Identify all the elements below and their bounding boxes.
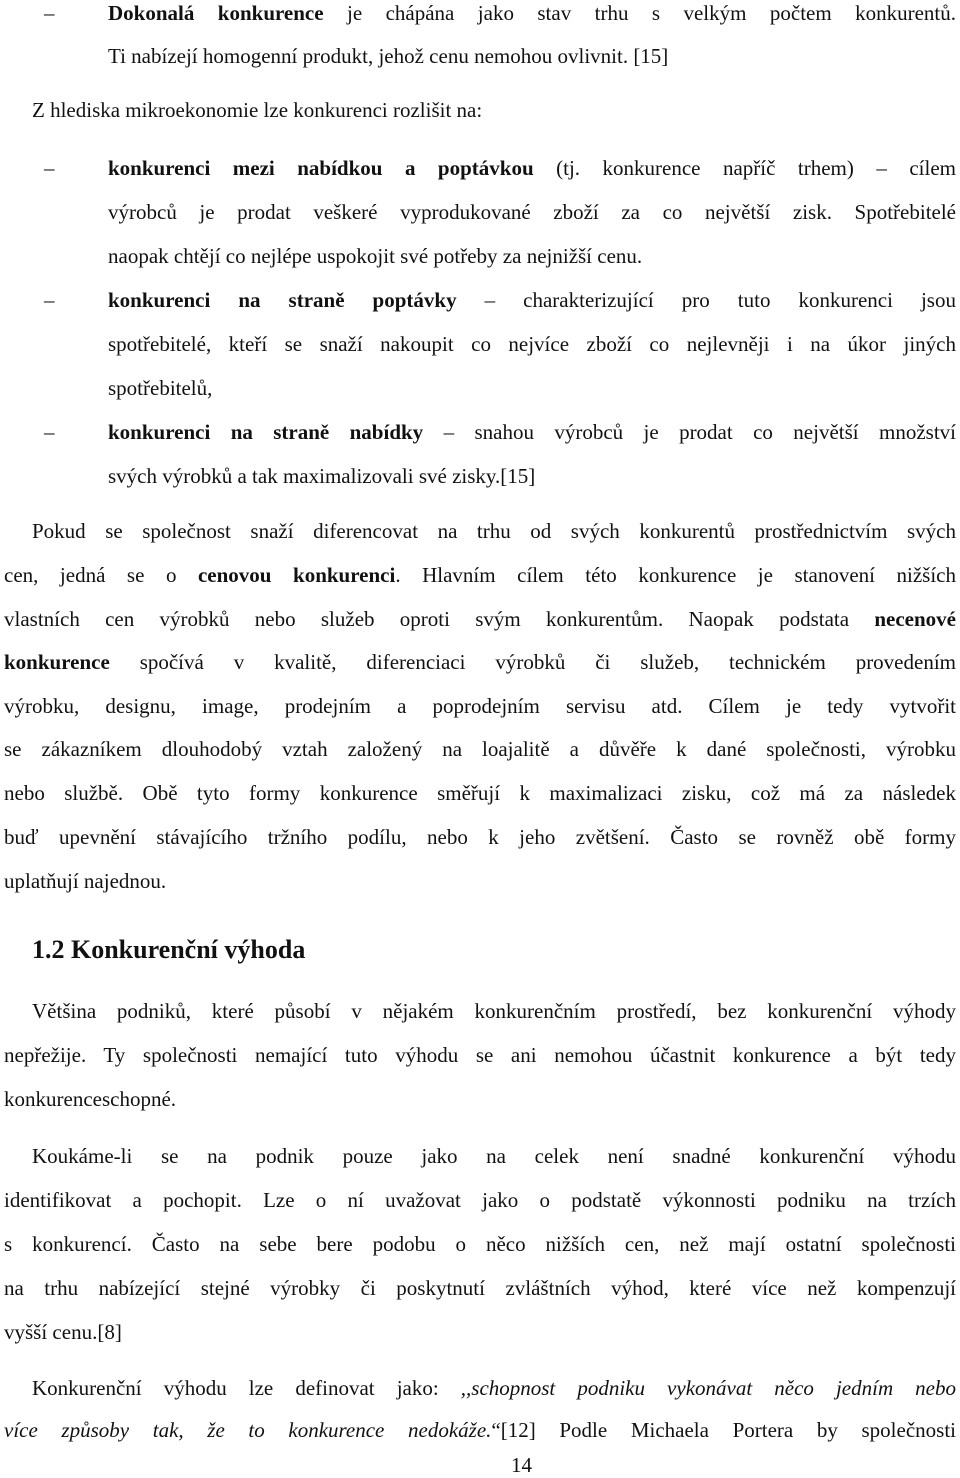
bullet-dash: –	[44, 156, 55, 180]
para-4-line-1	[32, 1375, 956, 1401]
bullet-1-line-2: Ti nabízejí homogenní produkt, jehož cenu nemohou ovlivnit. [15]	[108, 44, 669, 68]
para-2-line-2: nepřežije. Ty společnosti nemající tuto výhodu se ani nemohou účastnit konkurence a být tedy	[4, 1043, 956, 1067]
bullet-2-line-3: naopak chtějí co nejlépe uspokojit své potřeby za nejnižší cenu.	[108, 244, 643, 268]
bullet-1-line-1	[108, 0, 956, 26]
para-1-line-6: se zákazníkem dlouhodobý vztah založený na loajalitě a důvěře k dané společnosti, výrobku	[4, 737, 956, 761]
bullet-3-line-1	[108, 287, 956, 313]
page-number: 14	[511, 1453, 532, 1477]
bold-term: konkurenci mezi nabídkou a poptávkou	[108, 156, 534, 180]
bullet-2-line-2: výrobců je prodat veškeré vyprodukované zboží za co největší zisk. Spotřebitelé	[108, 200, 956, 224]
para-4-line-2	[4, 1417, 956, 1443]
text-span: – charakterizující pro tuto konkurenci jsou	[456, 288, 956, 312]
text-span: (tj. konkurence napříč trhem) – cílem	[533, 156, 956, 180]
bullet-4-line-1	[108, 419, 956, 445]
text-span: – snahou výrobců je prodat co největší množství	[423, 420, 957, 444]
bold-term: konkurence	[4, 650, 110, 674]
bold-term: konkurenci na straně nabídky	[108, 420, 424, 444]
para-1-line-7: nebo službě. Obě tyto formy konkurence směřují k maximalizaci zisku, což má za následek	[4, 781, 956, 805]
text-span: . Hlavním cílem této konkurence je stanovení nižších	[395, 563, 956, 587]
para-3-line-2: identifikovat a pochopit. Lze o ní uvažovat jako o podstatě výkonnosti podniku na trzích	[4, 1188, 956, 1212]
text-span: “[12] Podle Michaela Portera by společnosti	[491, 1418, 956, 1442]
bullet-2-line-1	[108, 155, 956, 181]
bold-term: necenové	[874, 607, 956, 631]
quote-italic: ,,schopnost podniku vykonávat něco jedním nebo	[460, 1376, 957, 1400]
para-1-line-1: Pokud se společnost snaží diferencovat na trhu od svých konkurentů prostřednictvím svých	[32, 519, 956, 543]
para-1-line-4	[4, 649, 956, 675]
section-heading: 1.2 Konkurenční výhoda	[32, 935, 306, 964]
para-2-line-1: Většina podniků, které působí v nějakém konkurenčním prostředí, bez konkurenční výhody	[32, 999, 956, 1023]
bullet-dash: –	[44, 288, 55, 312]
para-2-line-3: konkurenceschopné.	[4, 1087, 177, 1111]
bullet-4-line-2: svých výrobků a tak maximalizovali své zisky.[15]	[108, 464, 536, 488]
para-3-line-1: Koukáme-li se na podnik pouze jako na celek není snadné konkurenční výhodu	[32, 1144, 956, 1168]
bold-term: Dokonalá konkurence	[108, 1, 324, 25]
para-1-line-8: buď upevnění stávajícího tržního podílu, nebo k jeho zvětšení. Často se rovněž obě formy	[4, 825, 956, 849]
quote-italic: více způsoby tak, že to konkurence nedokáže.	[4, 1418, 492, 1442]
para-1-line-5: výrobku, designu, image, prodejním a poprodejním servisu atd. Cílem je tedy vytvořit	[4, 694, 956, 718]
text-span: vlastních cen výrobků nebo služeb oproti svým konkurentům. Naopak podstata	[4, 607, 875, 631]
bold-term: cenovou konkurenci	[197, 563, 396, 587]
bold-term: konkurenci na straně poptávky	[108, 288, 457, 312]
para-1-line-2	[4, 562, 956, 588]
para-1-line-3	[4, 606, 956, 632]
text-span: Konkurenční výhodu lze definovat jako:	[32, 1376, 461, 1400]
bullet-dash: –	[44, 1, 55, 25]
text-span: spočívá v kvalitě, diferenciaci výrobků či služeb, technickém provedením	[109, 650, 956, 674]
bullet-3-line-2: spotřebitelé, kteří se snaží nakoupit co nejvíce zboží co nejlevněji i na úkor jiných	[108, 332, 956, 356]
bullet-3-line-3: spotřebitelů,	[108, 376, 213, 400]
para-3-line-4: na trhu nabízející stejné výrobky či poskytnutí zvláštních výhod, které více než kompenzují	[4, 1276, 956, 1300]
para-3-line-5: vyšší cenu.[8]	[4, 1320, 122, 1344]
intro-line: Z hlediska mikroekonomie lze konkurenci rozlišit na:	[32, 98, 483, 122]
text-span: je chápána jako stav trhu s velkým počtem konkurentů.	[323, 1, 956, 25]
bullet-dash: –	[44, 420, 55, 444]
para-3-line-3: s konkurencí. Často na sebe bere podobu o něco nižších cen, než mají ostatní společnosti	[4, 1232, 956, 1256]
text-span: cen, jedná se o	[4, 563, 198, 587]
para-1-line-9: uplatňují najednou.	[4, 869, 167, 893]
